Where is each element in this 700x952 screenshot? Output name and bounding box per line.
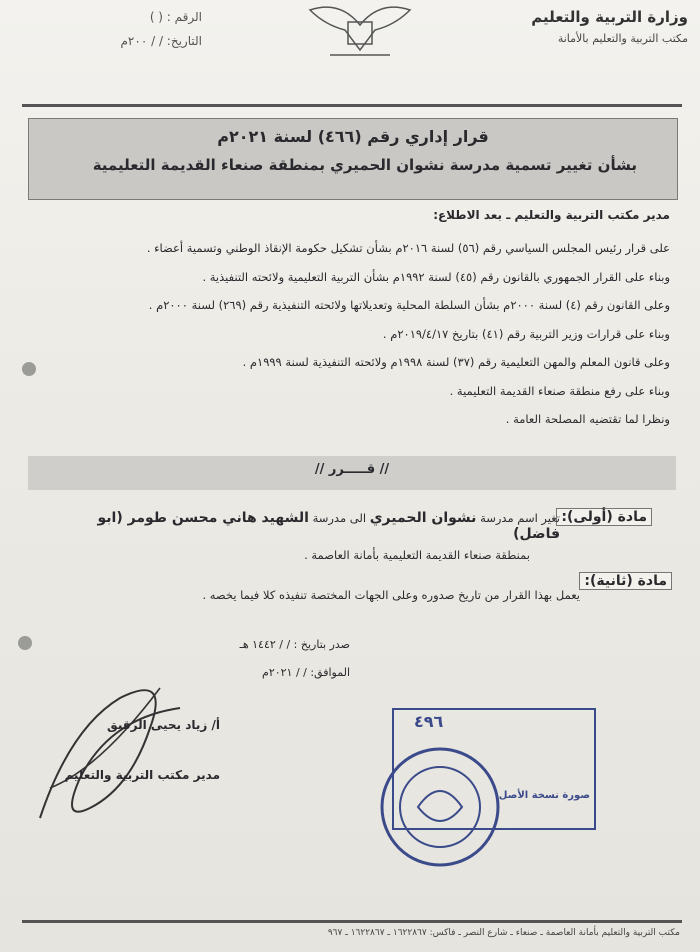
article-1-intro: تغير اسم مدرسة <box>480 511 560 525</box>
issue-date-gregorian: الموافق: / / ٢٠٢١م <box>262 666 350 679</box>
recital-item: وبناء على رفع منطقة صنعاء القديمة التعليمية . <box>449 383 670 398</box>
recital-item: ونظرا لما تقتضيه المصلحة العامة . <box>505 412 670 426</box>
stamp-number: ٤٩٦ <box>414 712 444 731</box>
old-school-name: نشوان الحميري <box>369 510 477 526</box>
recital-item: على قرار رئيس المجلس السياسي رقم (٥٦) لسنة ٢٠١٦م بشأن تشكيل حكومة الإنقاذ الوطني وتسمية أعضاء . <box>146 241 670 255</box>
footer-contact: مكتب التربية والتعليم بأمانة العاصمة ـ صنعاء ـ شارع النصر ـ فاكس: ١٦٢٢٨٦٧ ـ ١٦٢٢٨٦٧ ـ ٩٦٧ <box>327 928 680 938</box>
preamble: مدير مكتب التربية والتعليم ـ بعد الاطلاع: <box>433 208 670 222</box>
punch-hole <box>18 636 32 650</box>
header-rule <box>22 104 682 107</box>
handwritten-signature <box>30 668 210 838</box>
signatory-name: أ/ زياد يحيى الرقيق <box>107 718 220 732</box>
issue-date-hijri: صدر بتاريخ : / / ١٤٤٢ هـ <box>239 638 350 651</box>
stamp-copy-text: صورة نسخة الأصل <box>498 790 590 801</box>
reference-number-label: الرقم : ( ) <box>149 10 202 24</box>
office-name: مكتب التربية والتعليم بالأمانة <box>557 32 688 45</box>
recital-item: وعلى قانون المعلم والمهن التعليمية رقم (٣٧) لسنة ١٩٩٨م ولائحته التنفيذية لسنة ١٩٩٩م . <box>242 355 670 369</box>
recitals-list <box>50 238 670 438</box>
article-1-to: الى مدرسة <box>312 511 367 525</box>
official-seal-icon <box>378 745 502 869</box>
footer-rule <box>22 920 682 923</box>
decision-band <box>28 456 676 490</box>
title-band <box>28 118 678 200</box>
punch-hole <box>22 362 36 376</box>
article-2-label: مادة (ثانية): <box>579 572 672 590</box>
article-2-text: يعمل بهذا القرار من تاريخ صدوره وعلى الجهات المختصة تنفيذه كلا فيما يخصه . <box>202 588 580 602</box>
article-1-label: مادة (أولى): <box>556 508 652 526</box>
letterhead-left <box>12 10 202 58</box>
recital-item: وبناء على قرارات وزير التربية رقم (٤١) بتاريخ ٢٠١٩/٤/١٧م . <box>382 326 670 341</box>
ministry-name: وزارة التربية والتعليم <box>531 8 688 26</box>
decree-title: قرار إداري رقم (٤٦٦) لسنة ٢٠٢١م <box>217 127 489 146</box>
national-emblem-icon <box>300 0 420 60</box>
decree-subject: بشأن تغيير تسمية مدرسة نشوان الحميري بمنطقة صنعاء القديمة التعليمية <box>92 156 637 174</box>
recital-item: وبناء على القرار الجمهوري بالقانون رقم (٤٥) لسنة ١٩٩٢م بشأن التربية التعليمية ولائحته التنفيذية . <box>202 269 670 284</box>
letterhead-right <box>498 8 688 45</box>
decision-heading: // قـــــرر // <box>314 462 390 477</box>
article-1-continuation: بمنطقة صنعاء القديمة التعليمية بأمانة العاصمة . <box>304 548 530 562</box>
signatory-title: مدير مكتب التربية والتعليم <box>64 768 220 782</box>
date-label: التاريخ: / / ٢٠٠م <box>120 34 202 48</box>
new-school-name: الشهيد هاني محسن طومر (ابو فاضل) <box>97 510 560 542</box>
article-1-text <box>80 510 560 542</box>
recital-item: وعلى القانون رقم (٤) لسنة ٢٠٠٠م بشأن السلطة المحلية وتعديلاتها ولائحته التنفيذية رقم (٢٦٩) لسنة ٢٠٠٠م . <box>148 298 670 312</box>
